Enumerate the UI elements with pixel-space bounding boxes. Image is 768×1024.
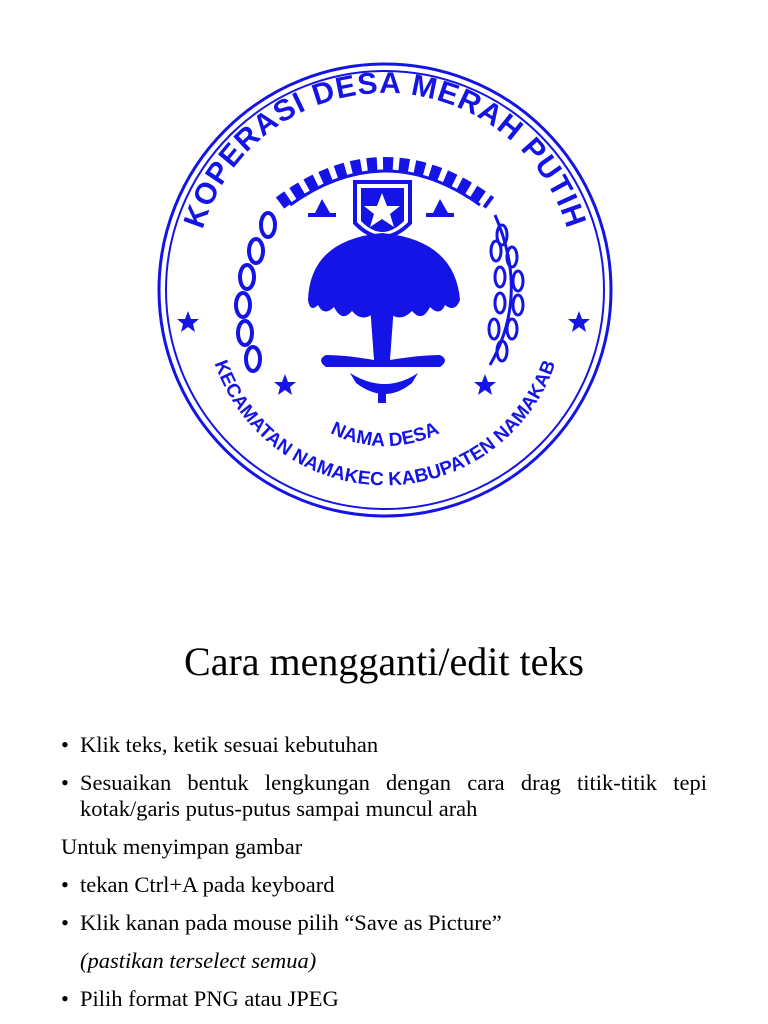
cooperative-seal-logo xyxy=(150,55,620,525)
list-item xyxy=(61,910,707,936)
list-item-text: Klik kanan pada mouse pilih “Save as Picture” xyxy=(80,910,502,935)
list-item xyxy=(61,986,707,1012)
chain-icon xyxy=(236,213,275,371)
list-item-text: tekan Ctrl+A pada keyboard xyxy=(80,872,335,897)
page-title: Cara mengganti/edit teks xyxy=(184,639,584,684)
seal-lower-text: KECAMATAN NAMAKEC KABUPATEN NAMAKAB xyxy=(209,357,561,491)
list-item xyxy=(61,770,707,822)
bullet-icon: • xyxy=(61,770,69,795)
bullet-icon: • xyxy=(61,872,69,897)
bullet-icon: • xyxy=(61,732,69,757)
bullet-icon: • xyxy=(61,910,69,935)
list-item-text: Sesuaikan bentuk lengkungan dengan cara drag titik-titik tepi kotak/garis putus-putus sampai muncul arah xyxy=(80,770,707,821)
rice-stalk-icon xyxy=(489,215,523,365)
list-item-text: Klik teks, ketik sesuai kebutuhan xyxy=(80,732,379,757)
list-item-text: Pilih format PNG atau JPEG xyxy=(80,986,339,1011)
banyan-tree-icon xyxy=(308,233,460,403)
section-label: Untuk menyimpan gambar xyxy=(61,834,303,859)
instructions xyxy=(61,732,707,1024)
list-item xyxy=(61,872,707,898)
shield-icon xyxy=(355,182,410,237)
bullet-icon: • xyxy=(61,986,69,1011)
note-text: (pastikan terselect semua) xyxy=(80,948,317,973)
seal-inner-text: NAMA DESA xyxy=(327,418,443,452)
seal-outer-text: KOPERASI DESA MERAH PUTIH xyxy=(177,66,593,233)
list-item xyxy=(61,732,707,758)
